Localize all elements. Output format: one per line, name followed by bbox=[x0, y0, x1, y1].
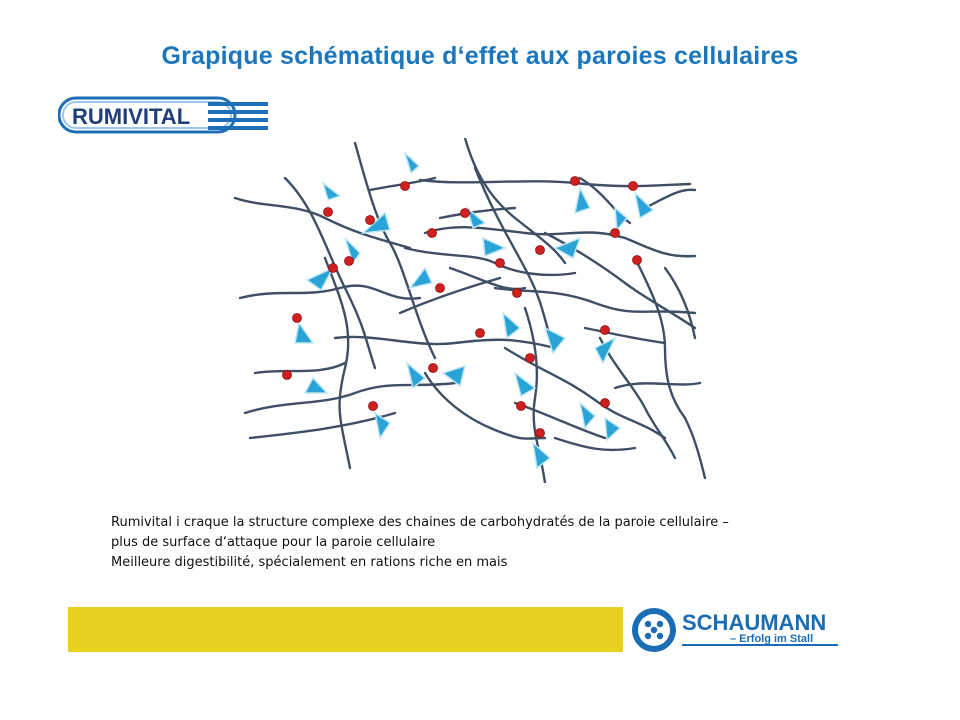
cell-wall-diagram bbox=[225, 138, 715, 483]
schaumann-slogan: – Erfolg im Stall bbox=[730, 633, 814, 645]
rumivital-logo-text: RUMIVITAL bbox=[72, 104, 191, 129]
caption bbox=[111, 513, 871, 573]
schaumann-logo bbox=[630, 600, 840, 658]
rumivital-logo bbox=[58, 96, 270, 136]
caption-line-2: plus de surface d‘attaque pour la paroie cellulaire bbox=[111, 535, 436, 550]
caption-line-3: Meilleure digestibilité, spécialement en rations riche en mais bbox=[111, 555, 508, 570]
footer-yellow-bar bbox=[68, 607, 623, 652]
page-title: Grapique schématique d‘effet aux paroies cellulaires bbox=[161, 42, 799, 70]
caption-line-1: Rumivital i craque la structure complexe des chaines de carbohydratés de la paroie cellulaire – bbox=[111, 515, 729, 530]
schaumann-brand: SCHAUMANN bbox=[682, 610, 827, 635]
